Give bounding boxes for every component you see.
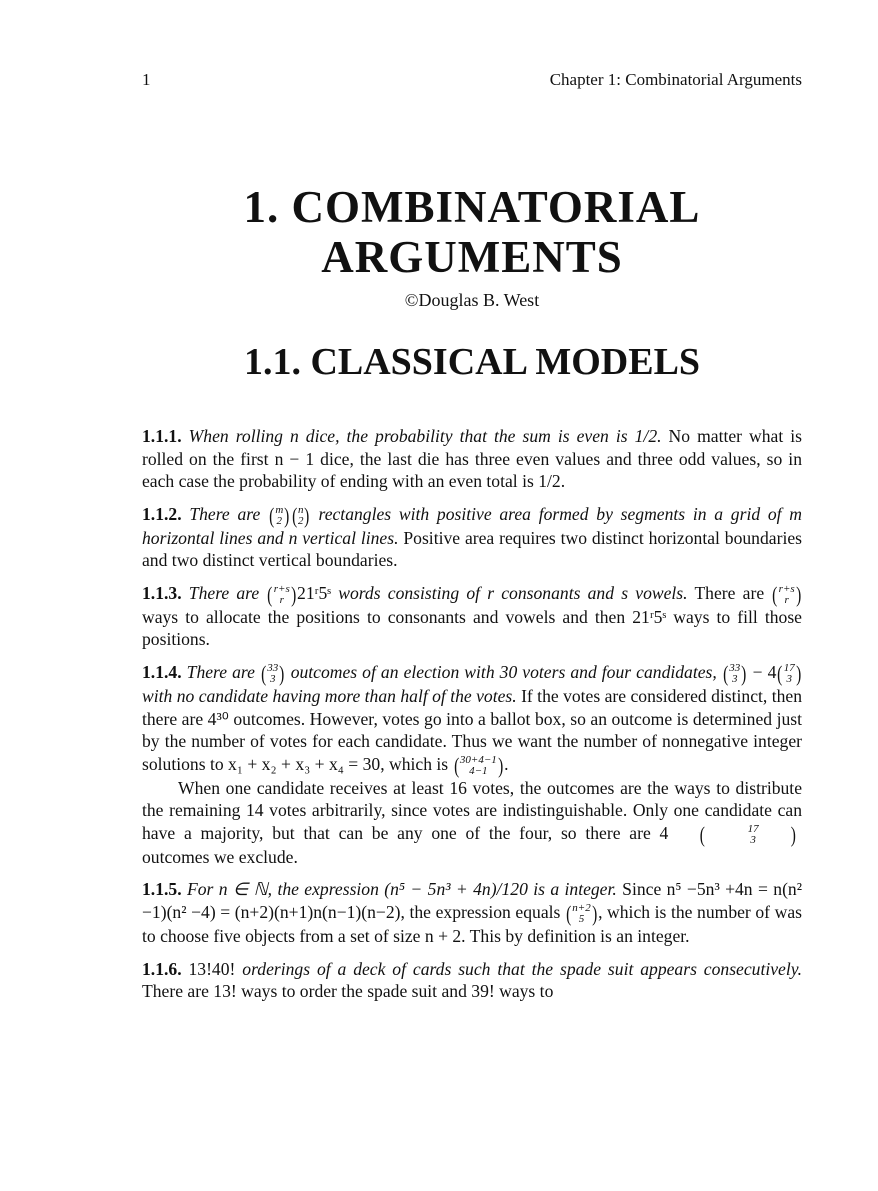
exercise-item — [142, 958, 802, 1003]
item-statement: outcomes of an election with 30 voters and four candidates, — [290, 662, 717, 683]
item-number: 1.1.5. — [142, 879, 182, 900]
item-proof: There are 13! ways to order the spade suit and 39! ways to — [142, 981, 554, 1002]
item-statement: There are — [186, 662, 255, 683]
item-proof: ways to allocate the positions to consonants and vowels and then 21ʳ5ˢ ways to fill those positions. — [142, 606, 802, 650]
binom-top: m — [275, 503, 284, 516]
item-number: 1.1.3. — [142, 582, 182, 603]
running-title: Chapter 1: Combinatorial Arguments — [549, 70, 802, 89]
item-expression: − 4 — [752, 662, 777, 683]
page-number: 1 — [142, 70, 151, 89]
item-statement: rectangles with positive area formed by segments in a grid of m horizontal lines and n vertical lines. — [142, 503, 802, 548]
item-expression: 21ʳ5ˢ — [297, 582, 331, 603]
binom-top: 17 — [783, 662, 795, 675]
exercise-item — [142, 582, 802, 651]
running-header — [142, 70, 802, 94]
item-lead: 13!40! — [188, 958, 236, 979]
section-title: 1.1. CLASSICAL MODELS — [243, 341, 701, 383]
item-proof: There are — [694, 582, 765, 603]
item-proof: Positive area requires two distinct horizontal boundaries and two distinct vertical boundaries. — [142, 527, 802, 571]
item-proof: outcomes we exclude. — [142, 846, 298, 867]
binom-bottom: 4−1 — [469, 764, 488, 777]
item-proof: When one candidate receives at least 16 votes, the outcomes are the ways to distribute the remaining 14 votes arbitrarily, since votes are indistinguishable. Only one candidate can have a majority, but that can be any one of the four, so there are 4 — [142, 777, 802, 843]
item-number: 1.1.1. — [142, 426, 182, 446]
item-statement: For n ∈ ℕ, the expression (n⁵ − 5n³ + 4n)/120 is a integer. — [186, 879, 617, 900]
binom-top: 33 — [729, 662, 741, 675]
binom-top: r+s — [778, 582, 795, 595]
binom-bottom: 2 — [276, 514, 283, 527]
binom-bottom: 3 — [731, 673, 738, 686]
binom-top: 30+4−1 — [459, 753, 497, 766]
exercise-item — [142, 425, 802, 493]
item-number: 1.1.2. — [142, 503, 182, 524]
item-statement: There are — [189, 503, 261, 524]
binom-bottom: r — [784, 593, 789, 606]
body-text — [142, 425, 802, 1013]
item-number: 1.1.6. — [142, 958, 182, 979]
exercise-item — [142, 661, 802, 868]
binom-top: 17 — [747, 822, 759, 835]
binom-top: r+s — [273, 582, 290, 595]
item-statement: There are — [188, 582, 260, 603]
item-proof: If the votes are considered distinct, then there are 4³⁰ outcomes. However, votes go into a ballot box, so an outcome is determined just by the number of votes for each candidate. Thus we want the number of nonnegative integer solutions to x₁ + x₂ + x₃ + x₄ = 30, which is — [142, 686, 802, 774]
item-statement: words consisting of r consonants and s vowels. — [338, 582, 688, 603]
binomial: ( n+2 5 ) — [566, 901, 597, 927]
item-proof: . — [504, 753, 509, 774]
binom-bottom: 2 — [297, 514, 304, 527]
item-proof: No matter what is rolled on the first n − 1 dice, the last die has three even values and three odd values, so in each case the probability of ending with an even total is 1/2. — [142, 426, 802, 492]
binomial: ( 30+4−1 4−1 ) — [453, 752, 503, 778]
binomial: ( n 2 ) — [291, 502, 310, 528]
binom-bottom: 3 — [786, 673, 792, 686]
exercise-item — [142, 503, 802, 572]
binom-top: 33 — [267, 662, 279, 675]
binomial: ( 17 3 ) — [777, 661, 801, 687]
binom-bottom: r — [279, 593, 284, 606]
chapter-title — [142, 182, 802, 282]
binom-top: n+2 — [572, 902, 591, 915]
binom-bottom: 3 — [270, 673, 276, 686]
binom-bottom: 3 — [750, 833, 756, 846]
binomial: ( m 2 ) — [269, 502, 290, 528]
item-paragraph — [142, 777, 802, 869]
chapter-title-line: 1. COMBINATORIAL — [243, 182, 701, 232]
exercise-item — [142, 878, 802, 947]
binomial: ( r+s r ) — [772, 581, 801, 607]
binomial: ( 33 3 ) — [722, 661, 747, 687]
binom-bottom: 5 — [578, 913, 585, 926]
item-proof: Since n⁵ −5n³ +4n = n(n² −1)(n² −4) = (n+2)(n+1)n(n−1)(n−2), the expression equals — [142, 879, 802, 923]
binomial: ( r+s r ) — [267, 581, 296, 607]
item-number: 1.1.4. — [142, 662, 182, 683]
item-proof: , which is the number of was to choose five objects from a set of size n + 2. This by definition is an integer. — [142, 902, 802, 947]
binomial: ( 17 3 ) — [700, 821, 796, 847]
author-line: ©Douglas B. West — [404, 290, 540, 310]
binom-top: n — [297, 503, 304, 516]
binomial: ( 33 3 ) — [261, 661, 285, 687]
item-statement: When rolling n dice, the probability that the sum is even is 1/2. — [188, 426, 662, 446]
item-statement: orderings of a deck of cards such that the spade suit appears consecutively. — [242, 958, 802, 979]
item-statement: with no candidate having more than half of the votes. — [142, 686, 517, 707]
chapter-title-line: ARGUMENTS — [321, 232, 623, 282]
